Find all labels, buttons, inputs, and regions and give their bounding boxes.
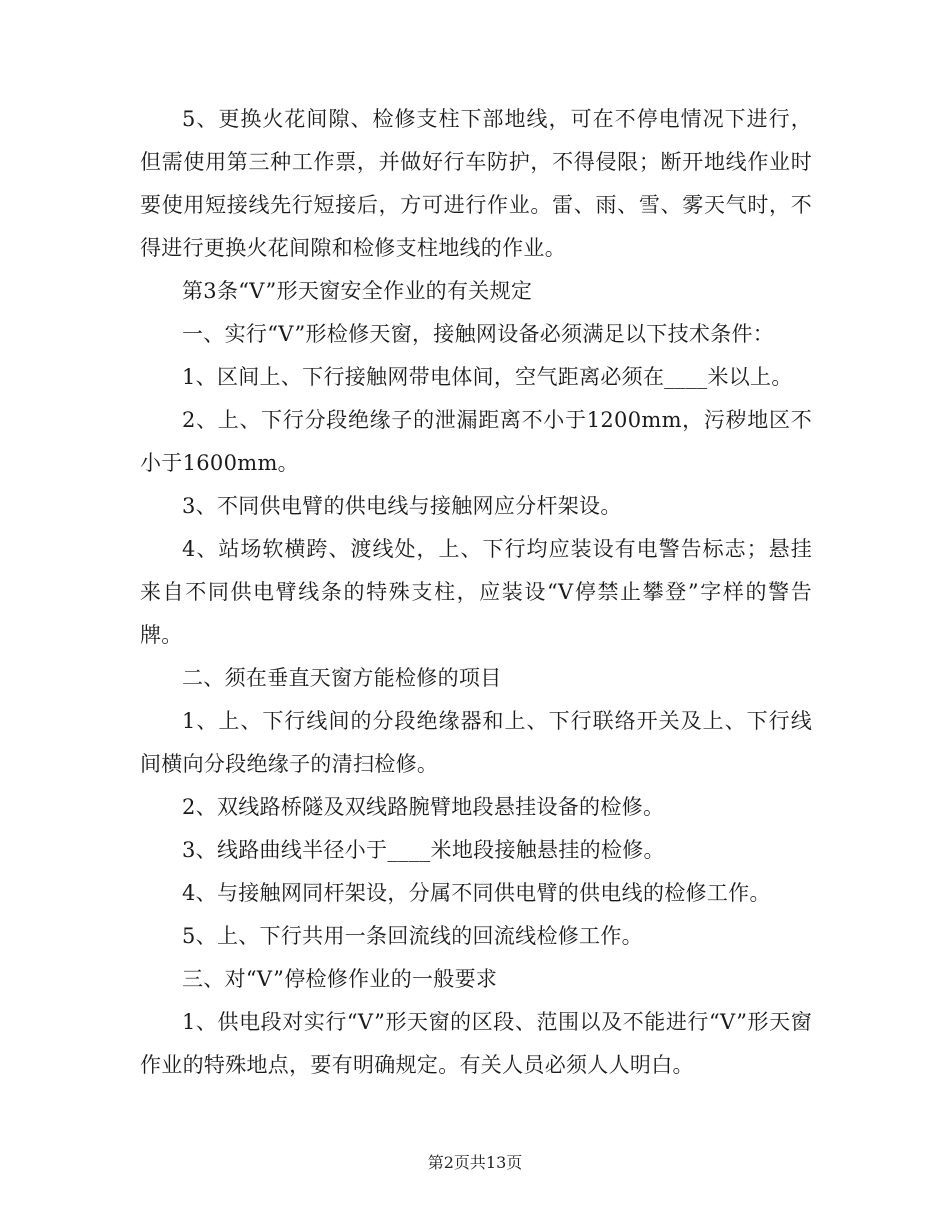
paragraph-8: 二、须在垂直天窗方能检修的项目	[182, 666, 502, 690]
paragraph-4: 1、区间上、下行接触网带电体间，空气距离必须在____米以上。	[182, 365, 793, 389]
paragraph-7: 4、站场软横跨、渡线处，上、下行均应装设有电警告标志；悬挂来自不同供电臂线条的特殊支柱，应装设“V停禁止攀登”字样的警告牌。	[140, 537, 812, 647]
paragraph-1: 5、更换火花间隙、检修支柱下部地线，可在不停电情况下进行，但需使用第三种工作票，并做好行车防护，不得侵限；断开地线作业时要使用短接线先行短接后，方可进行作业。雷、雨、雪、雾天气时，不得进行更换火花间隙和检修支柱地线的作业。	[140, 107, 812, 260]
document-body	[140, 98, 812, 1087]
paragraph-15: 1、供电段对实行“V”形天窗的区段、范围以及不能进行“V”形天窗作业的特殊地点，要有明确规定。有关人员必须人人明白。	[140, 1010, 812, 1077]
paragraph-2: 第3条“V”形天窗安全作业的有关规定	[182, 279, 533, 303]
page-number-footer: 第2页共13页	[427, 1153, 523, 1172]
paragraph-3: 一、实行“V”形检修天窗，接触网设备必须满足以下技术条件：	[182, 322, 775, 346]
paragraph-5: 2、上、下行分段绝缘子的泄漏距离不小于1200mm，污秽地区不小于1600mm。	[140, 408, 812, 475]
paragraph-13: 5、上、下行共用一条回流线的回流线检修工作。	[182, 924, 643, 948]
paragraph-6: 3、不同供电臂的供电线与接触网应分杆架设。	[182, 494, 622, 518]
paragraph-9: 1、上、下行线间的分段绝缘器和上、下行联络开关及上、下行线间横向分段绝缘子的清扫检修。	[140, 709, 812, 776]
paragraph-11: 3、线路曲线半径小于____米地段接触悬挂的检修。	[182, 838, 665, 862]
paragraph-10: 2、双线路桥隧及双线路腕臂地段悬挂设备的检修。	[182, 795, 665, 819]
paragraph-14: 三、对“V”停检修作业的一般要求	[182, 967, 498, 991]
paragraph-12: 4、与接触网同杆架设，分属不同供电臂的供电线的检修工作。	[182, 881, 771, 905]
